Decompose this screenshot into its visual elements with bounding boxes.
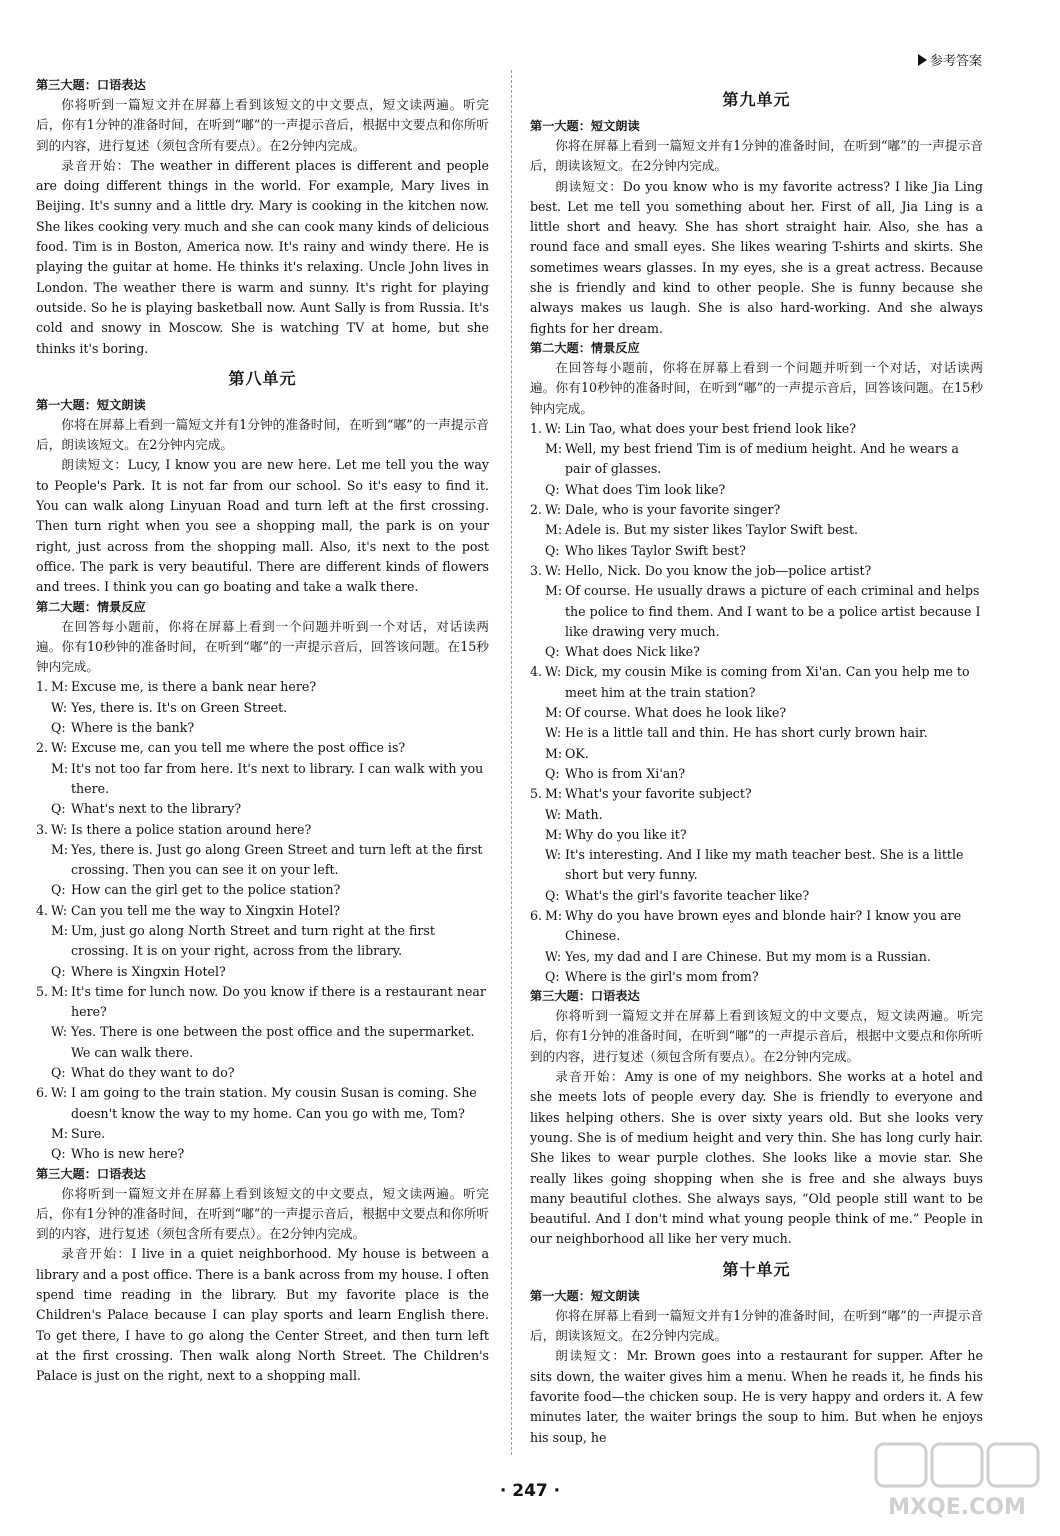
item-number: 4. — [36, 902, 49, 918]
section-title: 第三大题：口语表达 — [36, 1166, 146, 1181]
dialog-text: Where is the girl's mom from? — [565, 968, 759, 984]
dialog-list — [36, 677, 489, 1164]
speaker-label: Q: — [545, 765, 560, 781]
dialog-line — [51, 1144, 489, 1164]
item-number: 2. — [530, 502, 543, 518]
passage: 录音开始：The weather in different places is different and people are doing different things in the world. For example, Mary lives in Beijing. It's sunny and a little dry. Mary is cooking in the kitchen now. She likes cooking very much and she can cook many kinds of delicious food. Tim is in Boston, America now. It's rainy and windy there. He is playing the guitar at home. He thinks it's relaxing. Uncle John lives in London. The weather there is warm and sunny. It's right for playing outside. So he is playing basketball now. Aunt Sally is from Russia. It's cold and snowy in Moscow. She is watching TV at home, but she thinks it's boring. — [36, 157, 489, 356]
dialog-text: Yes, there is. Just go along Green Street and turn left at the first crossing. Then you can see it on your left. — [71, 841, 483, 878]
dialog-item — [36, 677, 489, 738]
speaker-label: Q: — [51, 720, 66, 736]
unit-title: 第九单元 — [722, 90, 791, 109]
dialog-text: It's time for lunch now. Do you know if there is a restaurant near here? — [71, 983, 486, 1020]
dialog-line — [545, 845, 983, 886]
dialog-item — [530, 500, 983, 561]
dialog-line — [545, 419, 983, 439]
dialog-text: OK. — [565, 745, 589, 761]
speaker-label: M: — [545, 786, 563, 802]
speaker-label: W: — [545, 806, 562, 822]
dialog-line — [51, 880, 489, 900]
dialog-item — [530, 419, 983, 500]
section-title: 第一大题：短文朗读 — [530, 1288, 640, 1303]
dialog-text: Who likes Taylor Swift best? — [565, 542, 746, 558]
dialog-line — [545, 805, 983, 825]
speaker-label: W: — [51, 699, 68, 715]
dialog-text: Who is from Xi'an? — [565, 765, 686, 781]
unit-title: 第八单元 — [228, 368, 297, 388]
section-title: 第一大题：短文朗读 — [36, 397, 146, 412]
dialog-text: Where is Xingxin Hotel? — [71, 963, 226, 979]
speaker-label: W: — [545, 502, 562, 518]
speaker-label: W: — [51, 1085, 68, 1101]
dialog-line — [545, 541, 983, 561]
dialog-text: How can the girl get to the police station? — [71, 882, 341, 898]
dialog-line — [545, 784, 983, 804]
speaker-label: Q: — [51, 882, 66, 898]
speaker-label: Q: — [51, 1065, 66, 1081]
section-intro: 你将听到一篇短文并在屏幕上看到该短文的中文要点，短文读两遍。听完后，你有1分钟的准备时间，在听到“嘟”的一声提示音后，根据中文要点和你所听到的内容，进行复述（须包含所有要点）。在2分钟内完成。 — [36, 97, 489, 153]
dialog-text: Math. — [565, 806, 603, 822]
dialog-item — [530, 662, 983, 784]
speaker-label: Q: — [545, 542, 560, 558]
speaker-label: W: — [545, 847, 562, 863]
speaker-label: W: — [51, 740, 68, 756]
passage: 录音开始：Amy is one of my neighbors. She works at a hotel and she meets lots of people every day. She is friendly to everyone and likes helping others. She is over sixty years old. But she looks very young. She is of medium height and very thin. She has long curly hair. She likes to wear purple clothes. She looks like a movie star. She really likes going shopping when she is free and she always buys many beautiful clothes. She always says, “Old people still want to be beautiful. And I don't mind what young people think of me.” People in our neighborhood all like her very much. — [530, 1069, 983, 1247]
dialog-line — [545, 723, 983, 743]
section-intro: 你将在屏幕上看到一篇短文并有1分钟的准备时间，在听到“嘟”的一声提示音后，朗读该短文。在2分钟内完成。 — [36, 416, 489, 453]
dialog-line — [545, 642, 983, 662]
speaker-label: W: — [51, 821, 68, 837]
dialog-line — [51, 677, 489, 697]
dialog-line — [51, 799, 489, 819]
column-divider — [511, 70, 512, 1455]
speaker-label: M: — [51, 1125, 69, 1141]
dialog-line — [51, 962, 489, 982]
speaker-label: W: — [545, 664, 562, 680]
dialog-text: Is there a police station around here? — [71, 821, 312, 837]
item-number: 6. — [36, 1085, 49, 1101]
passage: 录音开始：I live in a quiet neighborhood. My house is between a library and a post office. There is a bank across from my house. I often spend time reading in the library. But my favorite place is the Children's Palace because I can play sports and learn English there. To get there, I have to go along the Center Street, and then turn left at the first crossing. Then walk along North Street. The Children's Palace is just on the right, next to a shopping mall. — [36, 1246, 489, 1384]
speaker-label: M: — [545, 583, 563, 599]
dialog-item — [530, 561, 983, 662]
dialog-line — [545, 967, 983, 987]
speaker-label: M: — [545, 441, 563, 457]
dialog-line — [545, 480, 983, 500]
triangle-icon — [918, 54, 927, 66]
speaker-label: W: — [545, 420, 562, 436]
dialog-item — [36, 820, 489, 901]
speaker-label: W: — [545, 948, 562, 964]
speaker-label: Q: — [545, 887, 560, 903]
dialog-text: Lin Tao, what does your best friend look like? — [565, 420, 856, 436]
dialog-line — [51, 982, 489, 1023]
dialog-item — [36, 901, 489, 982]
page-header — [918, 50, 982, 69]
speaker-label: W: — [545, 725, 562, 741]
dialog-text: Of course. He usually draws a picture of each criminal and helps the police to find them. And I want to be a police artist because I like drawing very much. — [565, 583, 981, 639]
speaker-label: M: — [545, 826, 563, 842]
speaker-label: Q: — [545, 481, 560, 497]
passage: 朗读短文：Lucy, I know you are new here. Let me tell you the way to People's Park. It is not far from our school. So it's easy to find it. You can walk along Linyuan Road and turn left at the first crossing. Then turn right when you see a shopping mall, the park is on your right, just across from the shopping mall. Also, it's next to the post office. The park is very beautiful. There are different kinds of flowers and trees. I think you can go boating and take a walk there. — [36, 457, 489, 595]
dialog-line — [545, 703, 983, 723]
dialog-line — [51, 1063, 489, 1083]
header-label: 参考答案 — [929, 54, 982, 69]
section-intro: 在回答每小题前，你将在屏幕上看到一个问题并听到一个对话，对话读两遍。你有10秒钟的准备时间，在听到“嘟”的一声提示音后，回答该问题。在15秒钟内完成。 — [36, 618, 489, 675]
dialog-line — [51, 840, 489, 881]
dialog-line — [51, 1124, 489, 1144]
dialog-line — [545, 439, 983, 480]
section-intro: 你将听到一篇短文并在屏幕上看到该短文的中文要点，短文读两遍。听完后，你有1分钟的准备时间，在听到“嘟”的一声提示音后，根据中文要点和你所听到的内容，进行复述（须包含所有要点）。在2分钟内完成。 — [530, 1008, 983, 1064]
dialog-line — [545, 886, 983, 906]
left-column — [36, 76, 489, 1387]
speaker-label: Q: — [51, 801, 66, 817]
dialog-text: Sure. — [71, 1125, 106, 1141]
dialog-text: Excuse me, is there a bank near here? — [71, 679, 317, 695]
speaker-label: M: — [545, 522, 563, 538]
dialog-text: What do they want to do? — [71, 1065, 235, 1081]
dialog-text: What's the girl's favorite teacher like? — [565, 887, 810, 903]
dialog-line — [51, 718, 489, 738]
unit-title: 第十单元 — [722, 1259, 791, 1279]
section-title: 第三大题：口语表达 — [530, 989, 640, 1004]
watermark-logo — [872, 1440, 1042, 1522]
speaker-label: M: — [51, 679, 69, 695]
dialog-line — [51, 698, 489, 718]
section-intro: 你将听到一篇短文并在屏幕上看到该短文的中文要点，短文读两遍。听完后，你有1分钟的准备时间，在听到“嘟”的一声提示音后，根据中文要点和你所听到的内容，进行复述（须包含所有要点）。在2分钟内完成。 — [36, 1185, 489, 1242]
dialog-line — [51, 1083, 489, 1124]
right-column — [530, 88, 983, 1448]
dialog-item — [36, 982, 489, 1083]
dialog-line — [545, 520, 983, 540]
section-intro: 你将在屏幕上看到一篇短文并有1分钟的准备时间，在听到“嘟”的一声提示音后，朗读该短文。在2分钟内完成。 — [530, 1307, 983, 1344]
speaker-label: W: — [51, 902, 68, 918]
speaker-label: Q: — [545, 968, 560, 984]
speaker-label: Q: — [51, 1146, 66, 1162]
passage: 朗读短文：Mr. Brown goes into a restaurant for supper. After he sits down, the waiter gives him a menu. When he reads it, he finds his favorite food—the chicken soup. He is very happy and orders it. A few minutes later, the waiter brings the soup to him. But when he enjoys his soup, he — [530, 1348, 983, 1445]
item-number: 4. — [530, 664, 543, 680]
dialog-text: Can you tell me the way to Xingxin Hotel? — [71, 902, 340, 918]
section-title: 第三大题：口语表达 — [36, 78, 146, 92]
dialog-line — [545, 581, 983, 642]
section-title: 第二大题：情景反应 — [36, 599, 146, 614]
dialog-text: Excuse me, can you tell me where the post office is? — [71, 740, 406, 756]
dialog-line — [545, 825, 983, 845]
dialog-text: Dick, my cousin Mike is coming from Xi'an. Can you help me to meet him at the train station? — [565, 664, 970, 700]
speaker-label: W: — [51, 1024, 68, 1040]
dialog-text: Why do you like it? — [565, 826, 687, 842]
dialog-item — [530, 784, 983, 906]
dialog-text: Dale, who is your favorite singer? — [565, 502, 781, 518]
dialog-text: It's interesting. And I like my math teacher best. She is a little short but very funny. — [565, 847, 964, 883]
dialog-text: Why do you have brown eyes and blonde hair? I know you are Chinese. — [565, 907, 962, 944]
dialog-text: Um, just go along North Street and turn right at the first crossing. It is on your right, across from the library. — [71, 922, 435, 959]
dialog-line — [545, 947, 983, 967]
section-intro: 在回答每小题前，你将在屏幕上看到一个问题并听到一个对话，对话读两遍。你有10秒钟的准备时间，在听到“嘟”的一声提示音后，回答该问题。在15秒钟内完成。 — [530, 359, 983, 416]
section-title: 第一大题：短文朗读 — [530, 119, 640, 133]
item-number: 6. — [530, 907, 543, 923]
item-number: 3. — [530, 562, 543, 578]
item-number: 1. — [530, 420, 543, 436]
dialog-line — [545, 906, 983, 947]
dialog-text: Hello, Nick. Do you know the job—police artist? — [565, 562, 872, 578]
dialog-text: What's your favorite subject? — [565, 786, 752, 802]
dialog-text: It's not too far from here. It's next to library. I can walk with you there. — [71, 760, 484, 796]
item-number: 5. — [530, 786, 543, 802]
speaker-label: M: — [51, 760, 69, 776]
speaker-label: M: — [51, 841, 69, 857]
dialog-line — [545, 744, 983, 764]
dialog-text: Who is new here? — [71, 1146, 185, 1162]
dialog-text: What does Tim look like? — [565, 481, 726, 497]
speaker-label: M: — [545, 705, 563, 721]
dialog-line — [51, 901, 489, 921]
dialog-item — [530, 906, 983, 987]
dialog-line — [51, 921, 489, 962]
speaker-label: M: — [51, 922, 69, 938]
dialog-line — [545, 764, 983, 784]
item-number: 1. — [36, 679, 49, 695]
dialog-text: What's next to the library? — [71, 801, 242, 817]
item-number: 3. — [36, 821, 49, 837]
item-number: 5. — [36, 983, 49, 999]
item-number: 2. — [36, 740, 49, 756]
dialog-text: Yes, there is. It's on Green Street. — [71, 699, 288, 715]
dialog-item — [36, 1083, 489, 1164]
speaker-label: W: — [545, 562, 562, 578]
speaker-label: M: — [545, 745, 563, 761]
dialog-text: Where is the bank? — [71, 720, 195, 736]
dialog-text: Adele is. But my sister likes Taylor Swift best. — [565, 522, 859, 538]
dialog-text: Yes, my dad and I are Chinese. But my mom is a Russian. — [565, 948, 931, 964]
dialog-line — [545, 662, 983, 703]
dialog-text: I am going to the train station. My cousin Susan is coming. She doesn't know the way to my home. Can you go with me, Tom? — [71, 1085, 477, 1121]
dialog-item — [36, 738, 489, 819]
dialog-line — [545, 561, 983, 581]
dialog-line — [51, 1022, 489, 1063]
dialog-line — [545, 500, 983, 520]
dialog-line — [51, 738, 489, 758]
dialog-list — [530, 419, 983, 987]
speaker-label: Q: — [545, 644, 560, 660]
speaker-label: Q: — [51, 963, 66, 979]
dialog-text: What does Nick like? — [565, 644, 700, 660]
section-intro: 你将在屏幕上看到一篇短文并有1分钟的准备时间，在听到“嘟”的一声提示音后，朗读该短文。在2分钟内完成。 — [530, 138, 983, 174]
speaker-label: M: — [51, 983, 69, 999]
dialog-line — [51, 820, 489, 840]
page-number: · 247 · — [499, 1481, 561, 1501]
section-title: 第二大题：情景反应 — [530, 340, 640, 355]
dialog-text: Yes. There is one between the post office and the supermarket. We can walk there. — [71, 1024, 475, 1060]
passage: 朗读短文：Do you know who is my favorite actress? I like Jia Ling best. Let me tell you something about her. First of all, Jia Ling is a little short and heavy. She has short straight hair. Also, she has a round face and small eyes. She likes wearing T-shirts and skirts. She sometimes wears glasses. In my eyes, she is a great actress. Because she is friendly and kind to other people. She is funny because she always makes us laugh. She is also hard-working. And she always fights for her dream. — [530, 178, 983, 336]
dialog-text: Of course. What does he look like? — [565, 705, 787, 721]
dialog-text: Well, my best friend Tim is of medium height. And he wears a pair of glasses. — [565, 441, 959, 477]
dialog-line — [51, 759, 489, 800]
watermark-text: MXQE.COM — [888, 1495, 1026, 1520]
speaker-label: M: — [545, 907, 563, 923]
dialog-text: He is a little tall and thin. He has short curly brown hair. — [565, 725, 928, 741]
